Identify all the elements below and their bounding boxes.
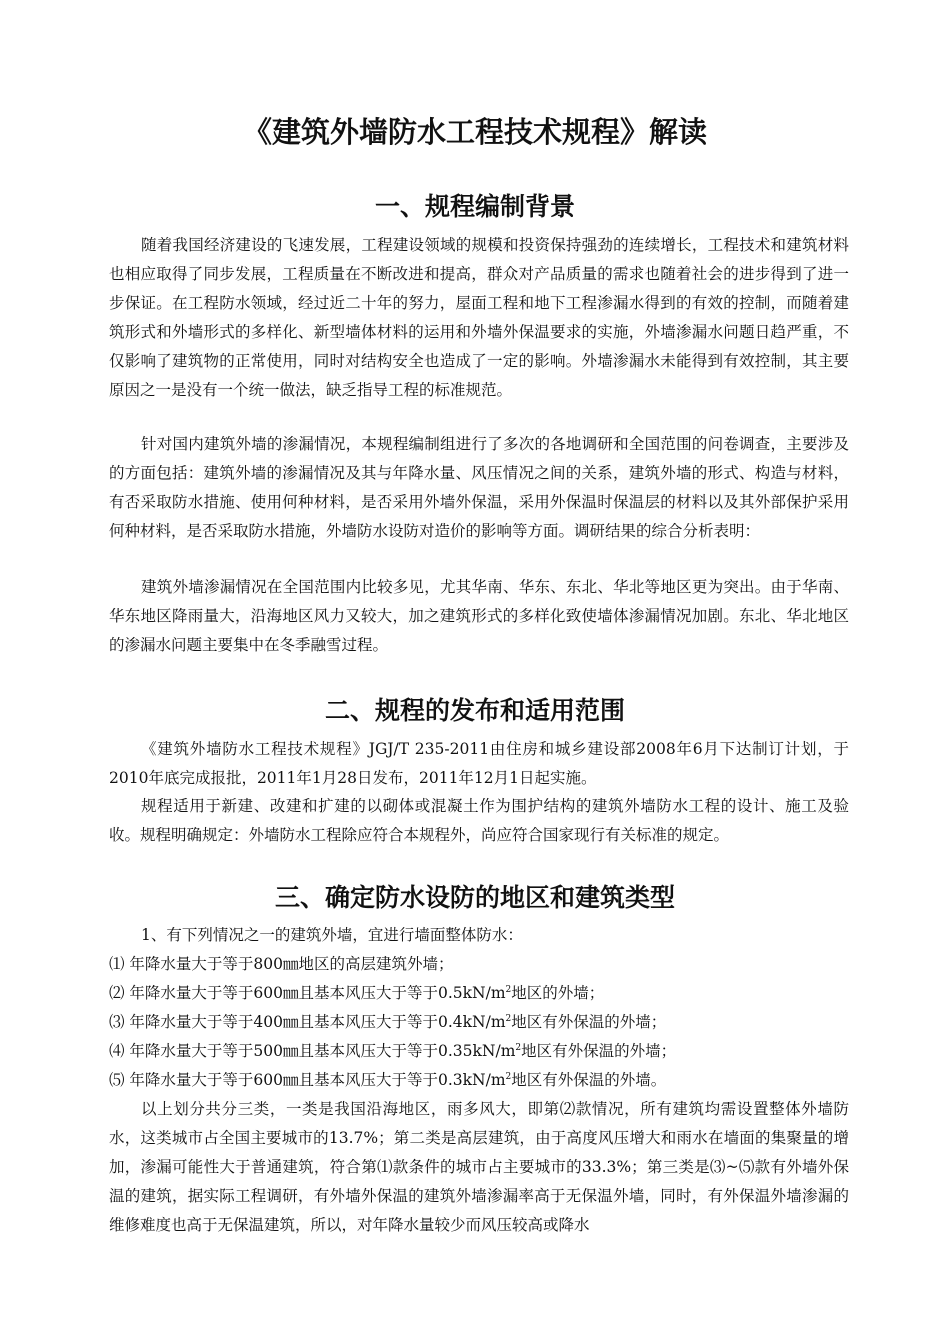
list-item: ⑸ 年降水量大于等于600㎜且基本风压大于等于$0.3kN/m^2$地区有外保温的外墙。	[109, 1071, 667, 1089]
section-1-paragraph-2: 针对国内建筑外墙的渗漏情况，本规程编制组进行了多次的各地调研和全国范围的问卷调查，主要涉及的方面包括：建筑外墙的渗漏情况及其与年降水量、风压情况之间的关系，建筑外墙的形式、构造与材料，有否采取防水措施、使用何种材料，是否采用外墙外保温，采用外保温时保温层的材料以及其外部保护采用何种材料，是否采取防水措施，外墙防水设防对造价的影响等方面。调研结果的综合分析表明：	[109, 435, 849, 540]
list-item: ⑷ 年降水量大于等于500㎜且基本风压大于等于$0.35kN/m^2$地区有外保温的外墙；	[109, 1042, 677, 1060]
section-3-list	[109, 921, 849, 1095]
section-1-paragraph-1: 随着我国经济建设的飞速发展，工程建设领域的规模和投资保持强劲的连续增长，工程技术和建筑材料也相应取得了同步发展，工程质量在不断改进和提高，群众对产品质量的需求也随着社会的进步得到了进一步保证。在工程防水领域，经过近二十年的努力，屋面工程和地下工程渗漏水得到的有效的控制，而随着建筑形式和外墙形式的多样化、新型墙体材料的运用和外墙外保温要求的实施，外墙渗漏水问题日趋严重，不仅影响了建筑物的正常使用，同时对结构安全也造成了一定的影响。外墙渗漏水未能得到有效控制，其主要原因之一是没有一个统一做法，缺乏指导工程的标准规范。	[109, 236, 849, 399]
section-1-paragraph-3: 建筑外墙渗漏情况在全国范围内比较多见，尤其华南、华东、东北、华北等地区更为突出。由于华南、华东地区降雨量大，沿海地区风力又较大，加之建筑形式的多样化致使墙体渗漏情况加剧。东北、华北地区的渗漏水问题主要集中在冬季融雪过程。	[109, 578, 849, 654]
section-3-paragraph-final: 以上划分共分三类，一类是我国沿海地区，雨多风大，即第⑵款情况，所有建筑均需设置整体外墙防水，这类城市占全国主要城市的13.7%；第二类是高层建筑，由于高度风压增大和雨水在墙面的集聚量的增加，渗漏可能性大于普通建筑，符合第⑴款条件的城市占主要城市的33.3%；第三类是⑶~⑸款有外墙外保温的建筑，据实际工程调研，有外墙外保温的建筑外墙渗漏率高于无保温外墙，同时，有外保温外墙渗漏的维修难度也高于无保温建筑，所以，对年降水量较少而风压较高或降水	[109, 1100, 849, 1234]
list-item: ⑴ 年降水量大于等于800㎜地区的高层建筑外墙；	[109, 955, 454, 973]
section-3-heading: 三、确定防水设防的地区和建筑类型	[274, 883, 675, 912]
list-item: ⑶ 年降水量大于等于400㎜且基本风压大于等于$0.4kN/m^2$地区有外保温的外墙；	[109, 1013, 667, 1031]
list-item: ⑵ 年降水量大于等于600㎜且基本风压大于等于$0.5kN/m^2$地区的外墙；	[109, 984, 605, 1002]
section-2-paragraph-2: 规程适用于新建、改建和扩建的以砌体或混凝土作为围护结构的建筑外墙防水工程的设计、施工及验收。规程明确规定：外墙防水工程除应符合本规程外，尚应符合国家现行有关标准的规定。	[109, 797, 849, 844]
section-2-paragraph-1: 《建筑外墙防水工程技术规程》JGJ/T 235-2011由住房和城乡建设部2008年6月下达制订计划，于2010年底完成报批，2011年1月28日发布，2011年12月1日起实施。	[109, 740, 849, 787]
section-2-heading: 二、规程的发布和适用范围	[324, 696, 625, 725]
document-title: 《建筑外墙防水工程技术规程》解读	[242, 115, 707, 149]
section-1-heading: 一、规程编制背景	[374, 192, 575, 221]
section-3-intro: 1、有下列情况之一的建筑外墙，宜进行墙面整体防水：	[141, 926, 523, 944]
